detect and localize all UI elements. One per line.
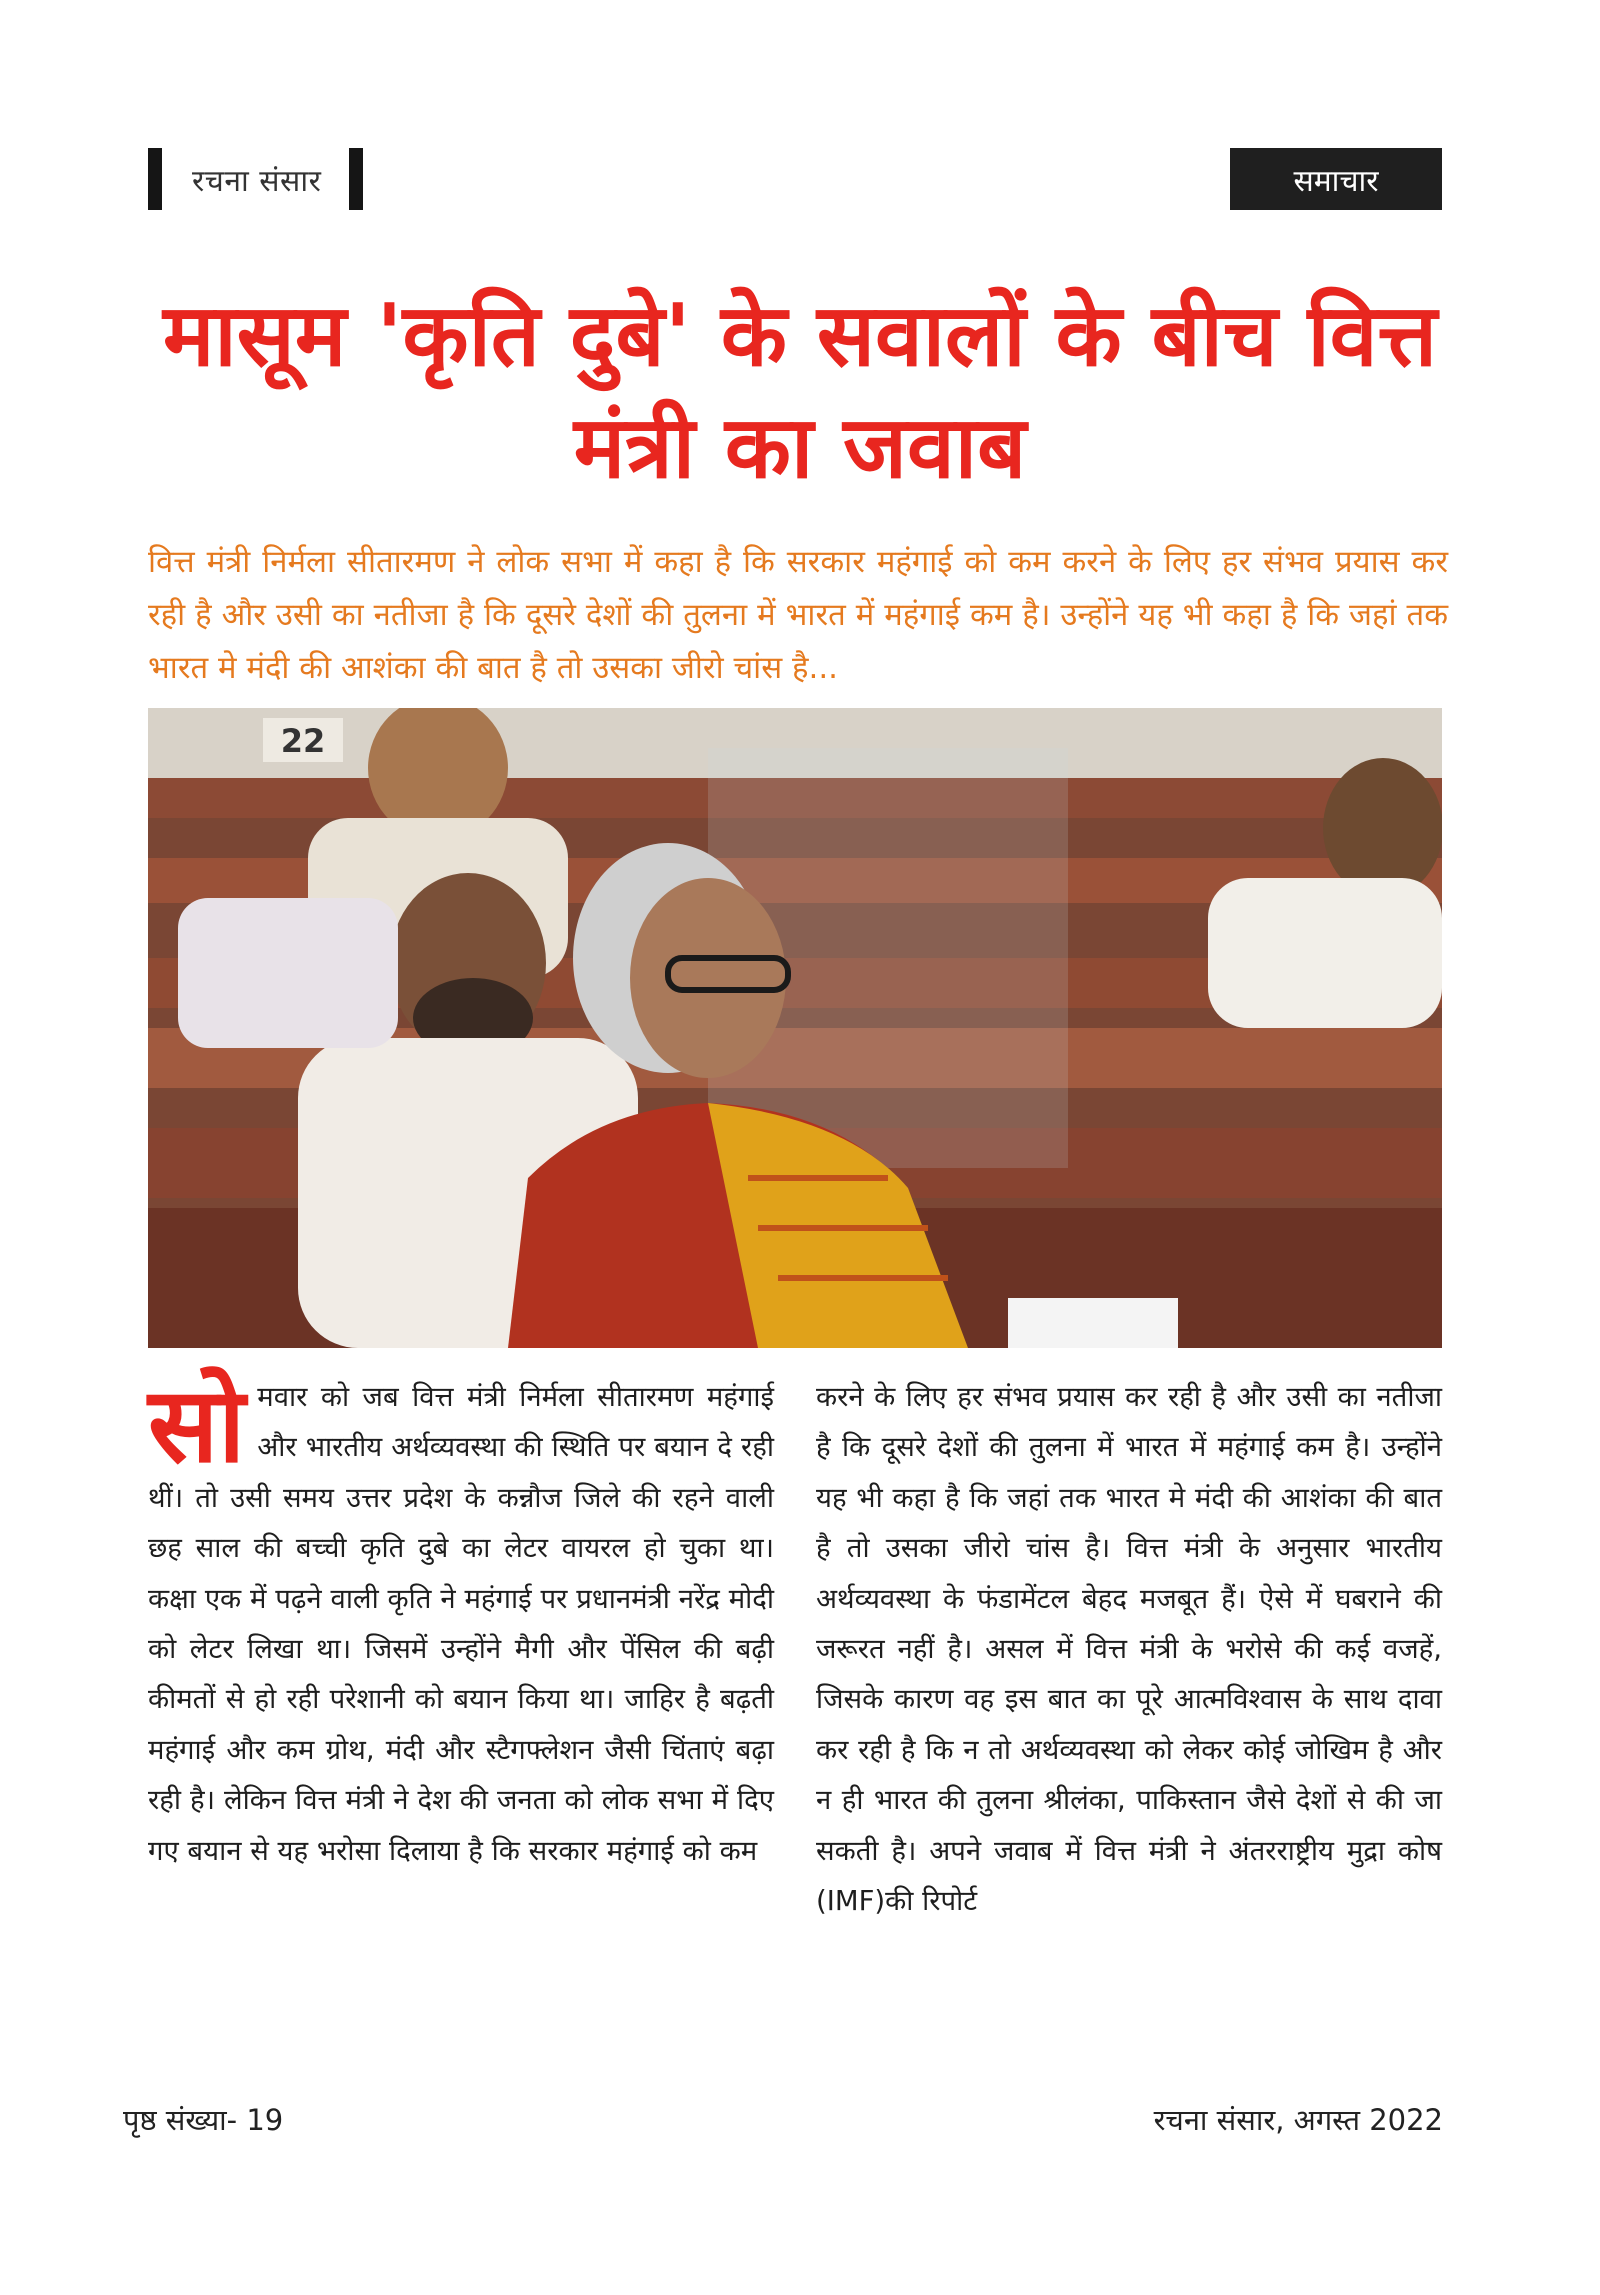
- article-column-2: [816, 1372, 1442, 2012]
- article-photo: [148, 708, 1442, 1348]
- article-headline: मासूम 'कृति दुबे' के सवालों के बीच वित्त मंत्री का जवाब: [162, 286, 1438, 498]
- parliament-photo: [148, 708, 1442, 1348]
- header-bar-left: [148, 148, 162, 210]
- issue-info: रचना संसार, अगस्त 2022: [1153, 2103, 1443, 2137]
- magazine-header: [148, 148, 363, 210]
- header-bar-right: [349, 148, 363, 210]
- article-body: [148, 1364, 1442, 2012]
- column-2-text: करने के लिए हर संभव प्रयास कर रही है और उसी का नतीजा है कि दूसरे देशों की तुलना में भारत में महंगाई कम है। उन्होंने यह भी कहा है कि जहां तक भारत मे मंदी की आशंका की बात है तो उसका जीरो चांस है। वित्त मंत्री के अनुसार भारतीय अर्थव्यवस्था के फंडामेंटल बेहद मजबूत हैं। ऐसे में घबराने की जरूरत नहीं है। असल में वित्त मंत्री के भरोसे की कई वजहें, जिसके कारण वह इस बात का पूरे आत्मविश्वास के साथ दावा कर रही है कि न तो अर्थव्यवस्था को लेकर कोई जोखिम है और न ही भारत की तुलना श्रीलंका, पाकिस्तान जैसे देशों से की जा सकती है। अपने जवाब में वित्त मंत्री ने अंतरराष्ट्रीय मुद्रा कोष (IMF)की रिपोर्ट: [816, 1381, 1442, 1918]
- column-1-text: मवार को जब वित्त मंत्री निर्मला सीतारमण महंगाई और भारतीय अर्थव्यवस्था की स्थिति पर बयान दे रही थीं। तो उसी समय उत्तर प्रदेश के कन्नौज जिले की रहने वाली छह साल की बच्ची कृति दुबे का लेटर वायरल हो चुका था। कक्षा एक में पढ़ने वाली कृति ने महंगाई पर प्रधानमंत्री नरेंद्र मोदी को लेटर लिखा था। जिसमें उन्होंने मैगी और पेंसिल की बढ़ी कीमतों से हो रही परेशानी को बयान किया था। जाहिर है बढ़ती महंगाई और कम ग्रोथ, मंदी और स्टैगफ्लेशन जैसी चिंताएं बढ़ा रही है। लेकिन वित्त मंत्री ने देश की जनता को लोक सभा में दिए गए बयान से यह भरोसा दिलाया है कि सरकार महंगाई को कम: [148, 1381, 774, 1867]
- page-number: पृष्ठ संख्या- 19: [123, 2103, 284, 2137]
- article-column-1: [148, 1364, 774, 2012]
- section-label: समाचार: [1230, 148, 1442, 210]
- dropcap: सो: [148, 1364, 246, 1486]
- magazine-name: रचना संसार: [192, 163, 322, 199]
- article-lead: वित्त मंत्री निर्मला सीतारमण ने लोक सभा में कहा है कि सरकार महंगाई को कम करने के लिए हर संभव प्रयास कर रही है और उसी का नतीजा है कि दूसरे देशों की तुलना में भारत में महंगाई कम है। उन्होंने यह भी कहा है कि जहां तक भारत मे मंदी की आशंका की बात है तो उसका जीरो चांस है...: [148, 544, 1448, 686]
- seat-number: 22: [280, 722, 326, 760]
